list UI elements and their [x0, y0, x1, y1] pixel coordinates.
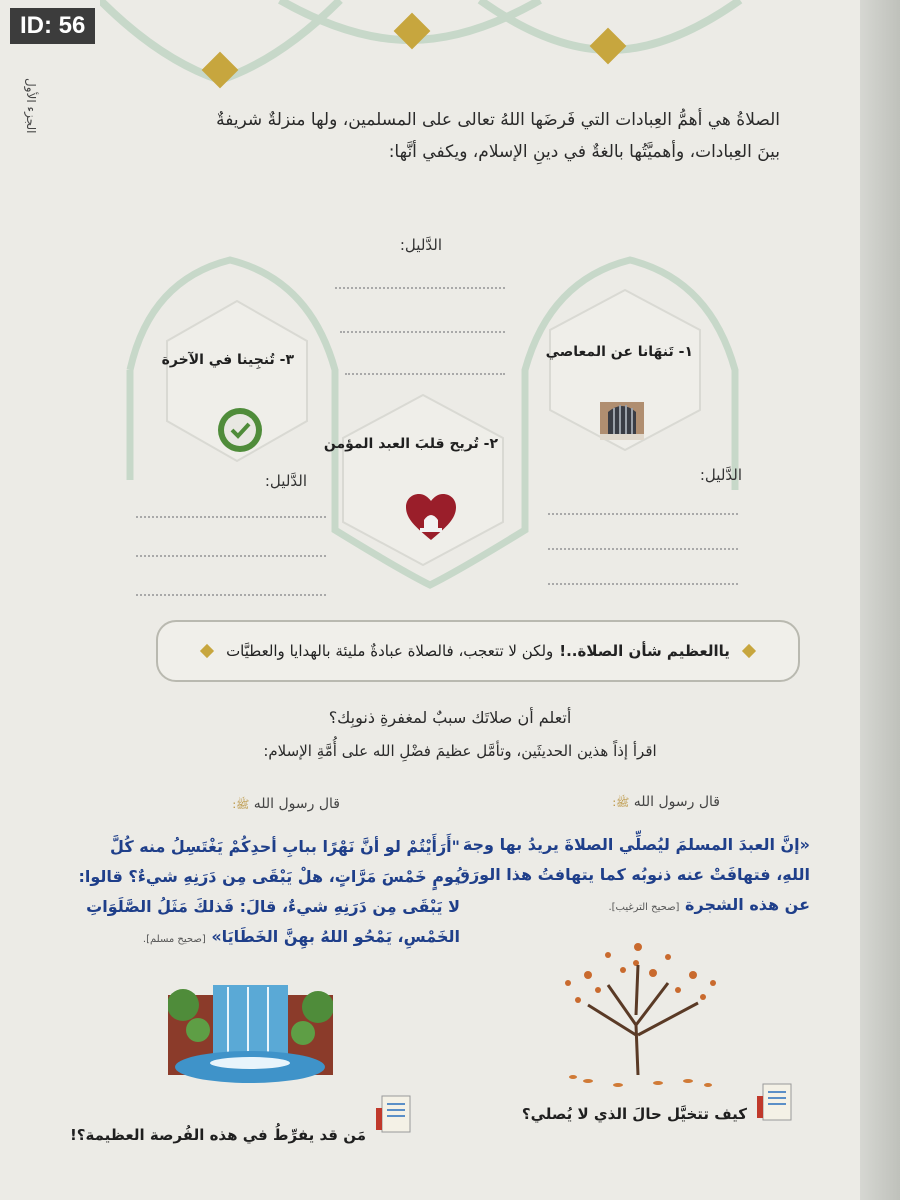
- question-line-2: اقرأ إذاً هذين الحديثَين، وتأمَّل عظيمَ فضْلِ الله على أُمَّةِ الإسلام:: [263, 742, 657, 760]
- dotted-line: [335, 287, 505, 290]
- dotted-line: [548, 513, 738, 516]
- note-icon-left: [376, 1094, 412, 1134]
- check-badge-icon: [216, 406, 264, 454]
- autumn-tree-illustration: [548, 935, 728, 1090]
- intro-paragraph: [140, 104, 780, 168]
- dotted-line: [136, 594, 326, 597]
- margin-label: الجزء الأول: [24, 78, 38, 134]
- heart-mosque-icon: [404, 492, 458, 542]
- id-badge: ID: 56: [10, 8, 95, 44]
- intro-line-2: بينَ العِبادات، وأهميَّتُها بالغةٌ في دينِ الإسلام، ويكفي أنَّها:: [388, 142, 780, 162]
- proof-label-left: الدَّليل:: [264, 472, 307, 490]
- banner-bold-text: ياالعظيم شأن الصلاة..!: [559, 642, 730, 660]
- highlight-banner: [156, 620, 800, 682]
- bottom-question-left: مَن قد يفرِّطُ في هذه الفُرصة العظيمة؟!: [69, 1126, 366, 1144]
- intro-line-1: الصلاةُ هي أهمُّ العِبادات التي فَرضَها اللهُ تعالى على المسلمين، ولها منزلةٌ شريفةٌ: [216, 110, 780, 130]
- dotted-line: [136, 555, 326, 558]
- hadith-left-source: [صحيح مسلم].: [142, 934, 206, 945]
- question-line-1: أتعلم أن صلاتَك سببٌ لمغفرةِ ذنوبِك؟: [328, 708, 572, 727]
- page-edge: [860, 0, 900, 1200]
- dotted-line: [340, 331, 505, 334]
- dotted-line: [345, 373, 505, 376]
- note-icon-right: [757, 1082, 793, 1122]
- dotted-line: [548, 548, 738, 551]
- benefit-1-title: ١- تَنهَانا عن المعاصي: [545, 344, 693, 360]
- banner-diamond-left: [200, 644, 214, 658]
- proof-label-right: الدَّليل:: [699, 466, 742, 484]
- dotted-line: [136, 516, 326, 519]
- banner-diamond-right: [742, 644, 756, 658]
- benefit-3-title: ٣- تُنجِينا في الآخرة: [161, 352, 294, 368]
- proof-label-top: الدَّليل:: [399, 236, 442, 254]
- banner-text: ولكن لا تتعجب، فالصلاة عبادةٌ مليئة بالهدايا والعطيَّات: [226, 642, 554, 660]
- waterfall-illustration: [168, 975, 333, 1090]
- dotted-line: [548, 583, 738, 586]
- hadith-right-source: [صحيح الترغيب].: [608, 902, 680, 913]
- bottom-question-right: كيف تتخيَّل حالَ الذي لا يُصلي؟: [521, 1105, 747, 1123]
- hadith-left-intro: قال رسول الله ﷺ:: [232, 796, 340, 812]
- benefit-2-title: ٢- تُريح قلبَ العبد المؤمن: [323, 436, 498, 452]
- hadith-right-text: «إنَّ العبدَ المسلمَ ليُصلِّي الصلاةَ يريدُ بها وجهَ اللهِ، فتهافَتْ عنه ذنوبُه كما يتهافتُ هذا الورَقُ عن هذه الشجرة [صحيح الترغيب].: [455, 835, 810, 914]
- hadith-right-intro: قال رسول الله ﷺ:: [612, 794, 720, 810]
- prison-window-icon: [598, 396, 646, 442]
- top-arches-decoration: [100, 0, 800, 100]
- hexagon-benefit-2: [338, 390, 508, 570]
- hadith-left-text: "أَرَأَيْتُمْ لو أنَّ نَهْرًا ببابِ أحدِكُمْ يَغْتَسِلُ منه كُلَّ يومٍ خَمْسَ مَرَّاتٍ، هلْ يَبْقَى مِن دَرَنِهِ شيءٌ؟ قالوا: لا يَبْقَى مِن دَرَنِهِ شيءٌ، قالَ: فَذلكَ مَثَلُ الصَّلَوَاتِ الخَمْسِ، يَمْحُو اللهُ بهِنَّ الخَطَايَا» [صحيح مسلم].: [78, 837, 460, 946]
